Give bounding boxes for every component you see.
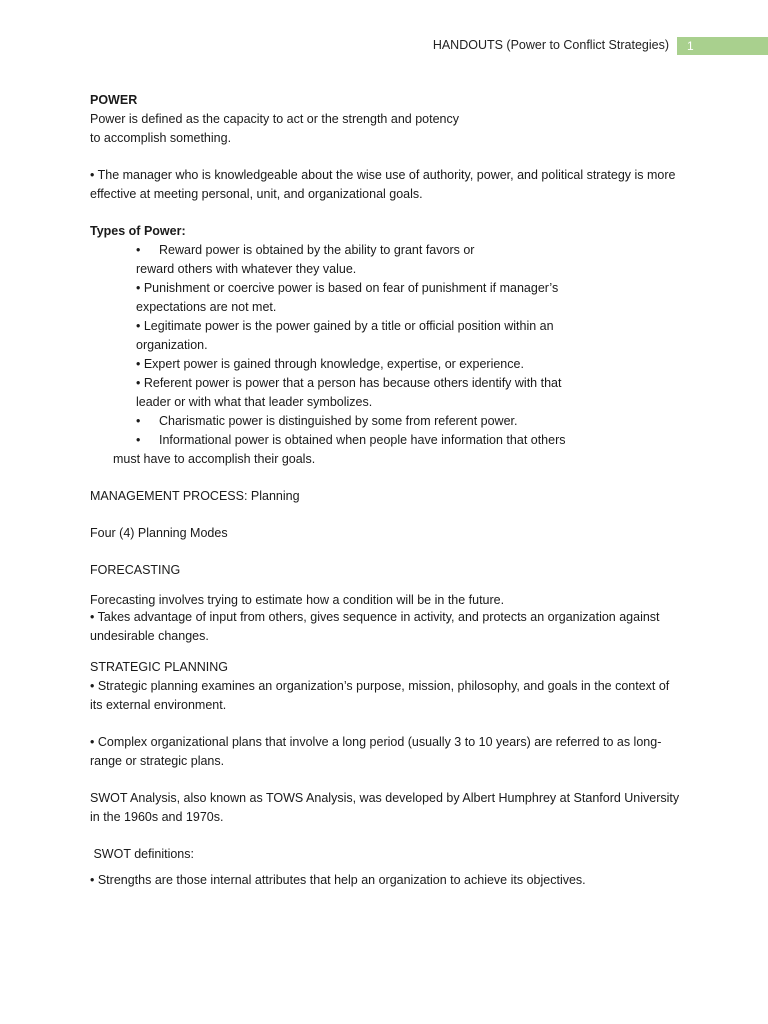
list-item-continuation: reward others with whatever they value. xyxy=(136,262,357,276)
list-item-continuation: must have to accomplish their goals. xyxy=(113,452,316,466)
swot-line: SWOT Analysis, also known as TOWS Analysis, was developed by Albert Humphrey at Stanford University xyxy=(90,791,680,805)
forecasting-heading: FORECASTING xyxy=(90,563,181,577)
bullet-icon: • xyxy=(136,243,141,257)
list-item: • Expert power is gained through knowledge, expertise, or experience. xyxy=(136,357,524,371)
power-definition-line: Power is defined as the capacity to act or the strength and potency xyxy=(90,112,459,126)
strategic-line: its external environment. xyxy=(90,698,227,712)
list-item: • Reward power is obtained by the ability to grant favors or xyxy=(90,241,680,260)
list-item-continuation: expectations are not met. xyxy=(136,300,277,314)
bullet-icon: • xyxy=(136,414,141,428)
management-process-line: MANAGEMENT PROCESS: Planning xyxy=(90,489,300,503)
complex-plans-line: • Complex organizational plans that involve a long period (usually 3 to 10 years) are referred to as long- xyxy=(90,735,662,749)
list-item-continuation: organization. xyxy=(136,338,208,352)
strategic-line: • Strategic planning examines an organization’s purpose, mission, philosophy, and goals in the context of xyxy=(90,679,670,693)
swot-definitions-heading: SWOT definitions: xyxy=(90,847,194,861)
manager-paragraph-line: effective at meeting personal, unit, and organizational goals. xyxy=(90,187,423,201)
list-item: • Punishment or coercive power is based on fear of punishment if manager’s xyxy=(136,281,559,295)
planning-modes-line: Four (4) Planning Modes xyxy=(90,526,228,540)
complex-plans-line: range or strategic plans. xyxy=(90,754,225,768)
bullet-icon: • xyxy=(136,433,141,447)
list-item-continuation: leader or with what that leader symbolizes. xyxy=(136,395,373,409)
swot-line: in the 1960s and 1970s. xyxy=(90,810,224,824)
power-heading: POWER xyxy=(90,93,138,107)
strengths-line: • Strengths are those internal attributes that help an organization to achieve its objectives. xyxy=(90,873,586,887)
list-item: • Referent power is power that a person has because others identify with that xyxy=(136,376,562,390)
forecasting-line: undesirable changes. xyxy=(90,629,209,643)
manager-paragraph-line: • The manager who is knowledgeable about the wise use of authority, power, and political strategy is more xyxy=(90,168,676,182)
types-heading: Types of Power: xyxy=(90,224,186,238)
forecasting-line: • Takes advantage of input from others, gives sequence in activity, and protects an organization against xyxy=(90,610,660,624)
document-body xyxy=(90,91,680,890)
page-number-badge: 1 xyxy=(677,37,768,55)
list-item: • Informational power is obtained when people have information that others xyxy=(90,431,680,450)
strategic-planning-heading: STRATEGIC PLANNING xyxy=(90,660,228,674)
header-title: HANDOUTS (Power to Conflict Strategies) xyxy=(432,38,669,52)
forecasting-line: Forecasting involves trying to estimate how a condition will be in the future. xyxy=(90,593,505,607)
power-definition-line: to accomplish something. xyxy=(90,131,232,145)
list-item: • Charismatic power is distinguished by some from referent power. xyxy=(90,412,680,431)
list-item: • Legitimate power is the power gained by a title or official position within an xyxy=(136,319,554,333)
